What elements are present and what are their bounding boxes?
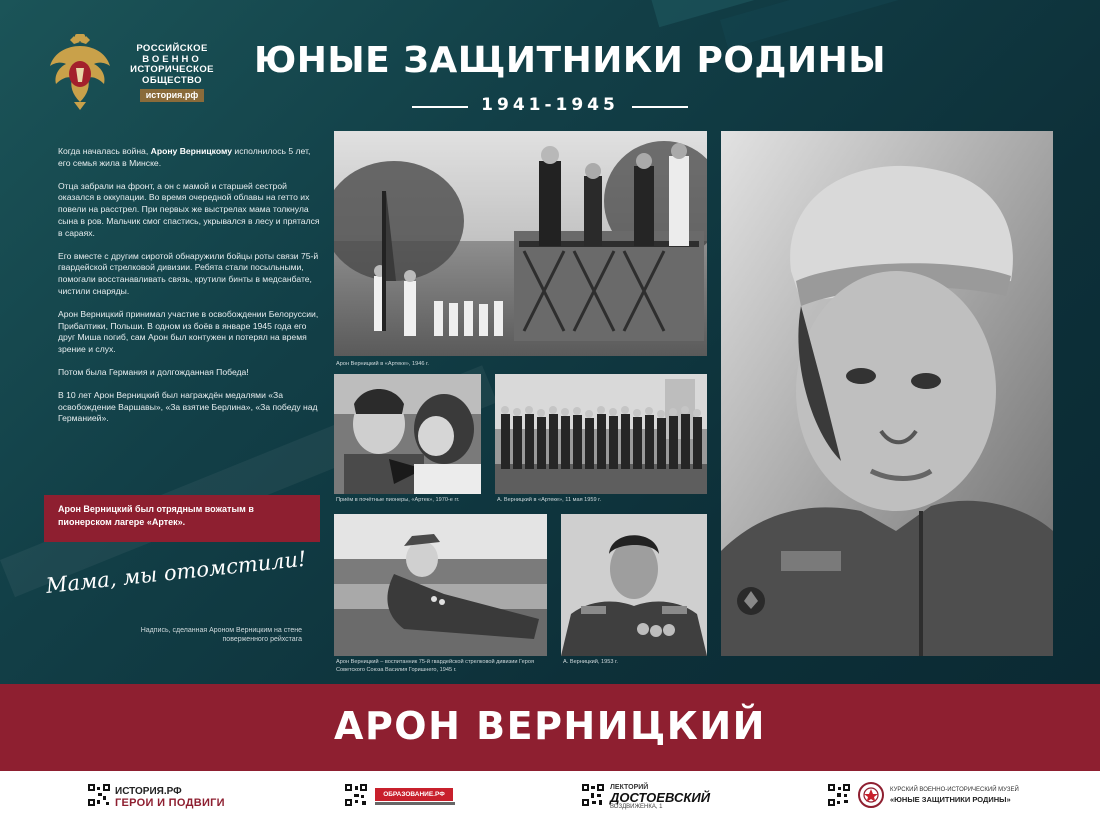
bio-paragraph: В 10 лет Арон Верницкий был награждён медалями «За освобождение Варшавы», «За взятие Берлина», «За победу над Германией». (58, 389, 318, 424)
bio-paragraph: Потом была Германия и долгожданная Победа! (58, 366, 249, 377)
photo-caption: Арон Верницкий – воспитанник 75-й гвардейской стрелковой дивизии Героя Советского Союза Василия Горишнего, 1945 г. (336, 659, 535, 673)
partner-badge: ОБРАЗОВАНИЕ.РФ (375, 788, 453, 801)
org-name-line: ВОЕННО (142, 53, 202, 65)
org-site-badge: история.рф (140, 89, 204, 102)
poster-title: ЮНЫЕ ЗАЩИТНИКИ РОДИНЫ (253, 40, 887, 81)
photo-pioneers-1970s (334, 374, 481, 494)
photo-artek-1946 (334, 131, 707, 356)
qr-code-icon (582, 784, 604, 806)
partner-site: ИСТОРИЯ.РФ (115, 786, 182, 797)
rvio-logo (46, 32, 216, 112)
partners-footer (0, 771, 1100, 826)
partner-address: ВОЗДВИЖЕНКА, 1 (610, 804, 663, 810)
handwriting-caption: Надпись, сделанная Ароном Верницким на стене поверженного рейхстага (140, 627, 302, 643)
partner-title: «ЮНЫЕ ЗАЩИТНИКИ РОДИНЫ» (890, 795, 1011, 804)
photo-artek-1959 (495, 374, 707, 494)
museum-seal-icon (858, 782, 884, 808)
photo-caption: А. Верницкий в «Артеке», 11 мая 1959 г. (497, 497, 602, 503)
photo-1945-soldier-boy (334, 514, 547, 656)
photo-caption: Приём в почётные пионеры, «Артек», 1970-е гг. (336, 497, 460, 503)
bio-paragraph: Его вместе с другим сиротой обнаружили бойцы роты связи 75-й гвардейской стрелковой дивизии. Ребята стали посыльными, помогали восстанавливать связь, крутили бинты в медсанбате, чистили снаряды. (58, 250, 319, 296)
qr-code-icon (828, 784, 850, 806)
poster-years (410, 95, 690, 115)
qr-code-icon (345, 784, 367, 806)
partner-dostoevsky[interactable] (582, 784, 722, 810)
qr-code-icon (88, 784, 110, 806)
partner-istoria-rf[interactable] (88, 784, 258, 810)
photo-1953-portrait (561, 514, 707, 656)
bio-paragraph: Отца забрали на фронт, а он с мамой и старшей сестрой оказался в оккупации. Во время очередной облавы на гетто их повели на расстрел. При первых же выстрелах мама толкнула сына в ров. Мальчик смог спастись, укрывался в лесу и прятался в сараях. (58, 180, 320, 238)
partner-label: ЛЕКТОРИЙ (610, 784, 649, 791)
photo-caption: А. Верницкий, 1953 г. (563, 659, 618, 665)
photo-main-portrait (721, 131, 1053, 656)
partner-title: ДОСТОЕВСКИЙ (610, 790, 711, 805)
org-name-line: ИСТОРИЧЕСКОЕ (130, 64, 214, 75)
partner-obrazovanie-rf[interactable] (345, 784, 465, 810)
bio-paragraph: Арон Верницкий принимал участие в освобождении Белоруссии, Прибалтики, Польши. В одном из боёв в январе 1945 года его друг Миша погиб, сам Арон был контужен и потерял на время зрение и слух. (58, 308, 319, 355)
biography-text (58, 146, 320, 436)
org-name (122, 44, 222, 102)
org-name-line: РОССИЙСКОЕ (136, 43, 208, 54)
bio-paragraph: Когда началась война, Арону Верницкому исполнилось 5 лет, его семья жила в Минске. (58, 146, 311, 168)
highlight-box: Арон Верницкий был отрядным вожатым в пионерском лагере «Артек». (44, 495, 320, 542)
org-name-line: ОБЩЕСТВО (142, 74, 202, 86)
partner-label: КУРСКИЙ ВОЕННО-ИСТОРИЧЕСКИЙ МУЗЕЙ (890, 787, 1019, 793)
divider-line (412, 106, 468, 108)
photo-caption: Арон Верницкий в «Артеке», 1946 г. (336, 361, 429, 367)
handwritten-quote: Мама, мы отомстили! (44, 546, 308, 598)
hero-name: АРОН ВЕРНИЦКИЙ (334, 704, 766, 748)
divider-line (632, 106, 688, 108)
partner-kursk-museum[interactable] (828, 784, 1048, 810)
partner-title: ГЕРОИ И ПОДВИГИ (115, 797, 225, 809)
double-headed-eagle-icon (46, 32, 114, 112)
name-band (0, 684, 1100, 771)
partner-subtitle-bar (375, 802, 455, 805)
years-text: 1941-1945 (481, 95, 619, 115)
